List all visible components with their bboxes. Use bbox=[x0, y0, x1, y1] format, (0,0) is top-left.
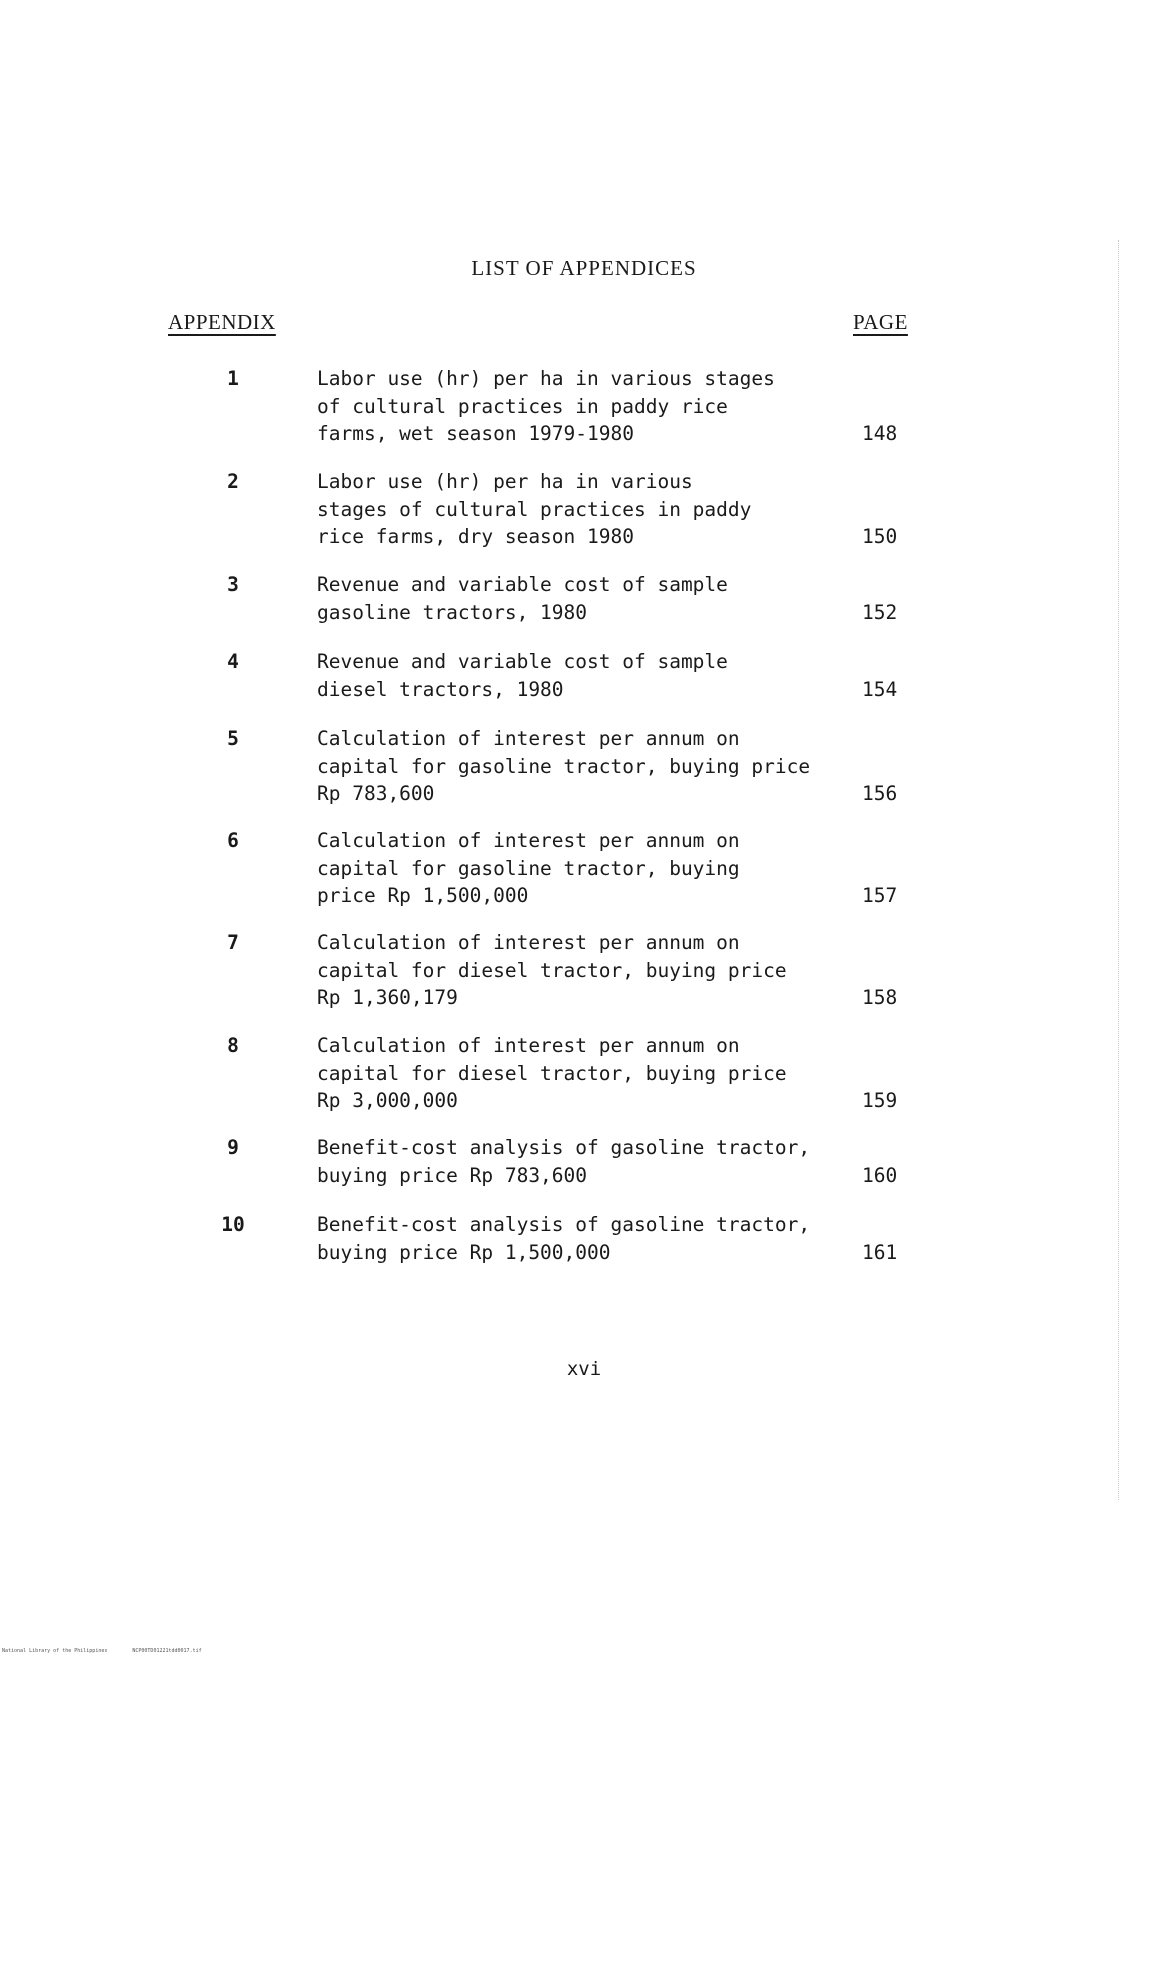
appendix-number: 7 bbox=[227, 931, 239, 954]
description-line: Rp 3,000,000 bbox=[317, 1089, 458, 1112]
appendix-page-number: 158 bbox=[862, 986, 898, 1009]
description-line: Revenue and variable cost of sample bbox=[317, 650, 728, 673]
appendix-description bbox=[317, 725, 837, 808]
appendix-page-number: 157 bbox=[862, 884, 898, 907]
description-line: Benefit-cost analysis of gasoline tractor, bbox=[317, 1213, 811, 1236]
appendix-page-number: 150 bbox=[862, 525, 898, 548]
appendix-page-number: 161 bbox=[862, 1240, 898, 1264]
appendix-number: 2 bbox=[227, 470, 239, 493]
description-line: gasoline tractors, 1980 bbox=[317, 600, 588, 624]
page-column-header: PAGE bbox=[853, 310, 908, 334]
description-line: Labor use (hr) per ha in various bbox=[317, 470, 693, 493]
description-line: buying price Rp 1,500,000 bbox=[317, 1240, 611, 1264]
description-line: Benefit-cost analysis of gasoline tractor, bbox=[317, 1136, 811, 1159]
appendix-entry bbox=[0, 725, 1168, 808]
appendix-number: 3 bbox=[227, 573, 239, 596]
appendix-number: 1 bbox=[227, 367, 239, 390]
appendix-number: 10 bbox=[221, 1213, 245, 1236]
appendix-number: 5 bbox=[227, 727, 239, 750]
appendix-page-number: 156 bbox=[862, 782, 898, 805]
description-line: diesel tractors, 1980 bbox=[317, 677, 564, 701]
appendix-entry bbox=[0, 571, 1168, 626]
appendix-description bbox=[317, 827, 837, 910]
appendix-page-number: 154 bbox=[862, 677, 898, 701]
scan-caption-file: NCP00TD01221tdd0017.tif bbox=[132, 1648, 202, 1654]
appendix-number: 4 bbox=[227, 650, 239, 673]
appendix-entry bbox=[0, 1032, 1168, 1115]
description-line: Labor use (hr) per ha in various stages bbox=[317, 367, 775, 390]
appendix-page-number: 148 bbox=[862, 422, 898, 445]
description-line: Rp 1,360,179 bbox=[317, 986, 458, 1009]
description-line: capital for gasoline tractor, buying price bbox=[317, 754, 811, 778]
appendix-description bbox=[317, 929, 837, 1012]
appendix-page-number: 152 bbox=[862, 600, 898, 624]
page-title: LIST OF APPENDICES bbox=[471, 256, 697, 280]
description-line: Revenue and variable cost of sample bbox=[317, 573, 728, 596]
description-line: Calculation of interest per annum on bbox=[317, 931, 740, 954]
appendix-description bbox=[317, 365, 837, 448]
description-line: farms, wet season 1979-1980 bbox=[317, 422, 634, 445]
appendix-entry bbox=[0, 929, 1168, 1012]
appendix-column-header: APPENDIX bbox=[168, 310, 276, 334]
appendix-entry bbox=[0, 1134, 1168, 1189]
scan-caption-library: National Library of the Philippines bbox=[2, 1648, 108, 1654]
appendix-description bbox=[317, 1032, 837, 1115]
description-line: capital for gasoline tractor, buying bbox=[317, 856, 740, 880]
description-line: stages of cultural practices in paddy bbox=[317, 497, 752, 521]
appendix-number: 8 bbox=[227, 1034, 239, 1057]
description-line: price Rp 1,500,000 bbox=[317, 884, 529, 907]
appendix-description bbox=[317, 1211, 837, 1266]
description-line: of cultural practices in paddy rice bbox=[317, 394, 728, 418]
appendix-entry bbox=[0, 365, 1168, 448]
appendix-number: 6 bbox=[227, 829, 239, 852]
appendix-page-number: 160 bbox=[862, 1163, 898, 1187]
appendix-description bbox=[317, 571, 837, 626]
description-line: Calculation of interest per annum on bbox=[317, 727, 740, 750]
appendix-page-number: 159 bbox=[862, 1089, 898, 1112]
appendix-description bbox=[317, 468, 837, 551]
appendix-description bbox=[317, 648, 837, 703]
description-line: Calculation of interest per annum on bbox=[317, 829, 740, 852]
description-line: Rp 783,600 bbox=[317, 782, 435, 805]
appendix-entry bbox=[0, 468, 1168, 551]
scan-caption bbox=[2, 1648, 202, 1654]
appendix-description bbox=[317, 1134, 837, 1189]
appendix-entry bbox=[0, 648, 1168, 703]
description-line: Calculation of interest per annum on bbox=[317, 1034, 740, 1057]
description-line: buying price Rp 783,600 bbox=[317, 1163, 588, 1187]
appendix-entry bbox=[0, 827, 1168, 910]
page-number: xvi bbox=[566, 1358, 602, 1380]
description-line: capital for diesel tractor, buying price bbox=[317, 958, 787, 982]
description-line: capital for diesel tractor, buying price bbox=[317, 1061, 787, 1085]
appendix-entry bbox=[0, 1211, 1168, 1266]
appendix-number: 9 bbox=[227, 1136, 239, 1159]
description-line: rice farms, dry season 1980 bbox=[317, 525, 634, 548]
